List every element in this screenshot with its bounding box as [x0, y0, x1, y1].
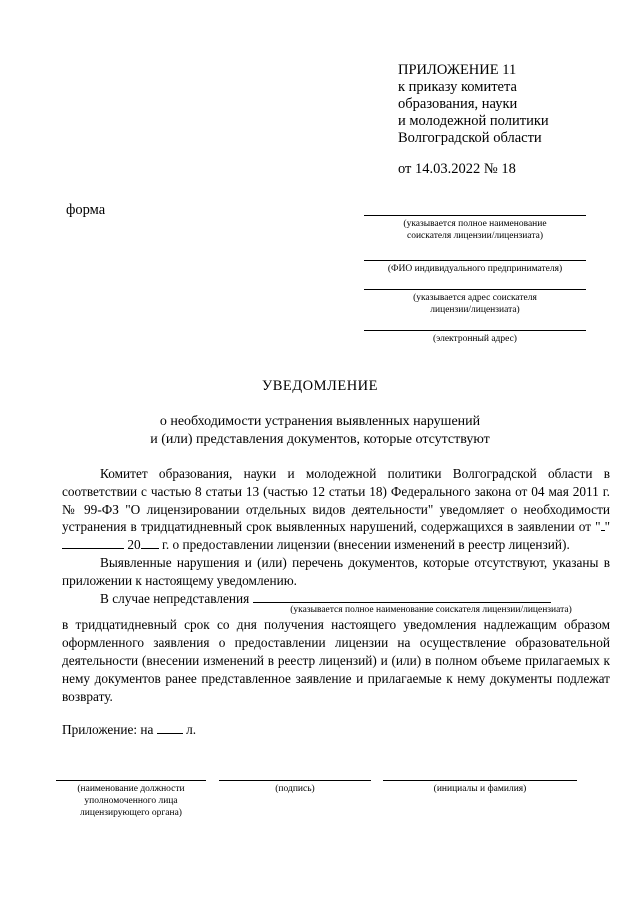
pages-blank	[157, 733, 183, 734]
signature-caption: лицензирующего органа)	[80, 808, 182, 818]
document-body	[62, 465, 610, 705]
annex-line: ПРИЛОЖЕНИЕ 11	[398, 62, 517, 78]
signature-sign	[219, 780, 371, 795]
signature-caption: (наименование должности	[77, 784, 185, 794]
paragraph-violations: Выявленные нарушения и (или) перечень документов, которые отсутствуют, указаны в приложении к настоящему уведомлению.	[62, 554, 610, 588]
document-title: УВЕДОМЛЕНИЕ	[261, 378, 379, 394]
field-caption: (ФИО индивидуального предпринимателя)	[387, 264, 563, 274]
attachment-prefix: Приложение: на	[62, 722, 154, 737]
year-blank	[141, 548, 159, 549]
signature-name	[383, 780, 577, 795]
attachment-suffix: л.	[186, 722, 197, 737]
paragraph-return: в тридцатидневный срок со дня получения настоящего уведомления надлежащим образом оформленного заявления о предоставлении лицензии на осуществление образовательной деятельности (внесении изменений в реестр лицензий) и (или) в полном объеме прилагаемых к нему документов ранее представленное заявление и прилагаемые к нему документы подлежат возврату.	[62, 617, 610, 704]
signature-line	[56, 780, 206, 781]
signature-line	[383, 780, 577, 781]
subtitle-line: и (или) представления документов, которые отсутствуют	[150, 432, 490, 447]
field-line	[364, 260, 586, 261]
annex-line: Волгоградской области	[398, 130, 542, 146]
field-caption: (указывается адрес соискателя	[413, 293, 537, 303]
annex-date: от 14.03.2022 № 18	[398, 161, 516, 177]
signature-caption: (инициалы и фамилия)	[433, 784, 527, 794]
field-line	[364, 289, 586, 290]
applicant-name-blank	[253, 602, 551, 603]
annex-line: к приказу комитета	[398, 79, 517, 95]
form-label: форма	[66, 202, 106, 218]
paragraph-text: Комитет образования, науки и молодежной политики Волгоградской области в соответствии с частью 8 статьи 13 (частью 12 статьи 18) Федерального закона от 04 мая 2011 г. № 99-ФЗ "О лицензировании отдельных видов деятельности" уведомляет о необходимости устранения в тридцатидневный срок выявленных нарушений, содержащихся в заявлении от "	[62, 466, 610, 535]
signature-caption: (подпись)	[275, 784, 315, 794]
attachment-line	[62, 722, 196, 738]
field-line	[364, 215, 586, 216]
field-address	[364, 289, 586, 316]
field-applicant-name	[364, 215, 586, 242]
signature-caption: уполномоченного лица	[84, 796, 178, 806]
annex-header	[398, 62, 549, 178]
document-subtitle	[0, 413, 640, 449]
signature-position	[56, 780, 206, 819]
blank-caption: (указывается полное наименование соискателя лицензии/лицензиата)	[290, 605, 572, 616]
paragraph-text: В случае непредставления	[100, 590, 250, 606]
field-entrepreneur-name	[364, 260, 586, 275]
field-caption: лицензии/лицензиата)	[430, 305, 520, 315]
month-blank	[62, 548, 124, 549]
field-line	[364, 330, 586, 331]
annex-line: образования, науки	[398, 96, 518, 112]
paragraph-text: 20	[124, 537, 141, 553]
field-email	[364, 330, 586, 345]
field-caption: (электронный адрес)	[433, 334, 517, 344]
signature-line	[219, 780, 371, 781]
subtitle-line: о необходимости устранения выявленных нарушений	[159, 414, 481, 429]
field-caption: соискателя лицензии/лицензиата)	[407, 231, 543, 241]
paragraph-text: "	[604, 519, 610, 535]
paragraph-notice	[62, 465, 610, 554]
annex-line: и молодежной политики	[398, 113, 549, 129]
paragraph-text: г. о предоставлении лицензии (внесении изменений в реестр лицензий).	[158, 537, 570, 553]
field-caption: (указывается полное наименование	[403, 219, 547, 229]
